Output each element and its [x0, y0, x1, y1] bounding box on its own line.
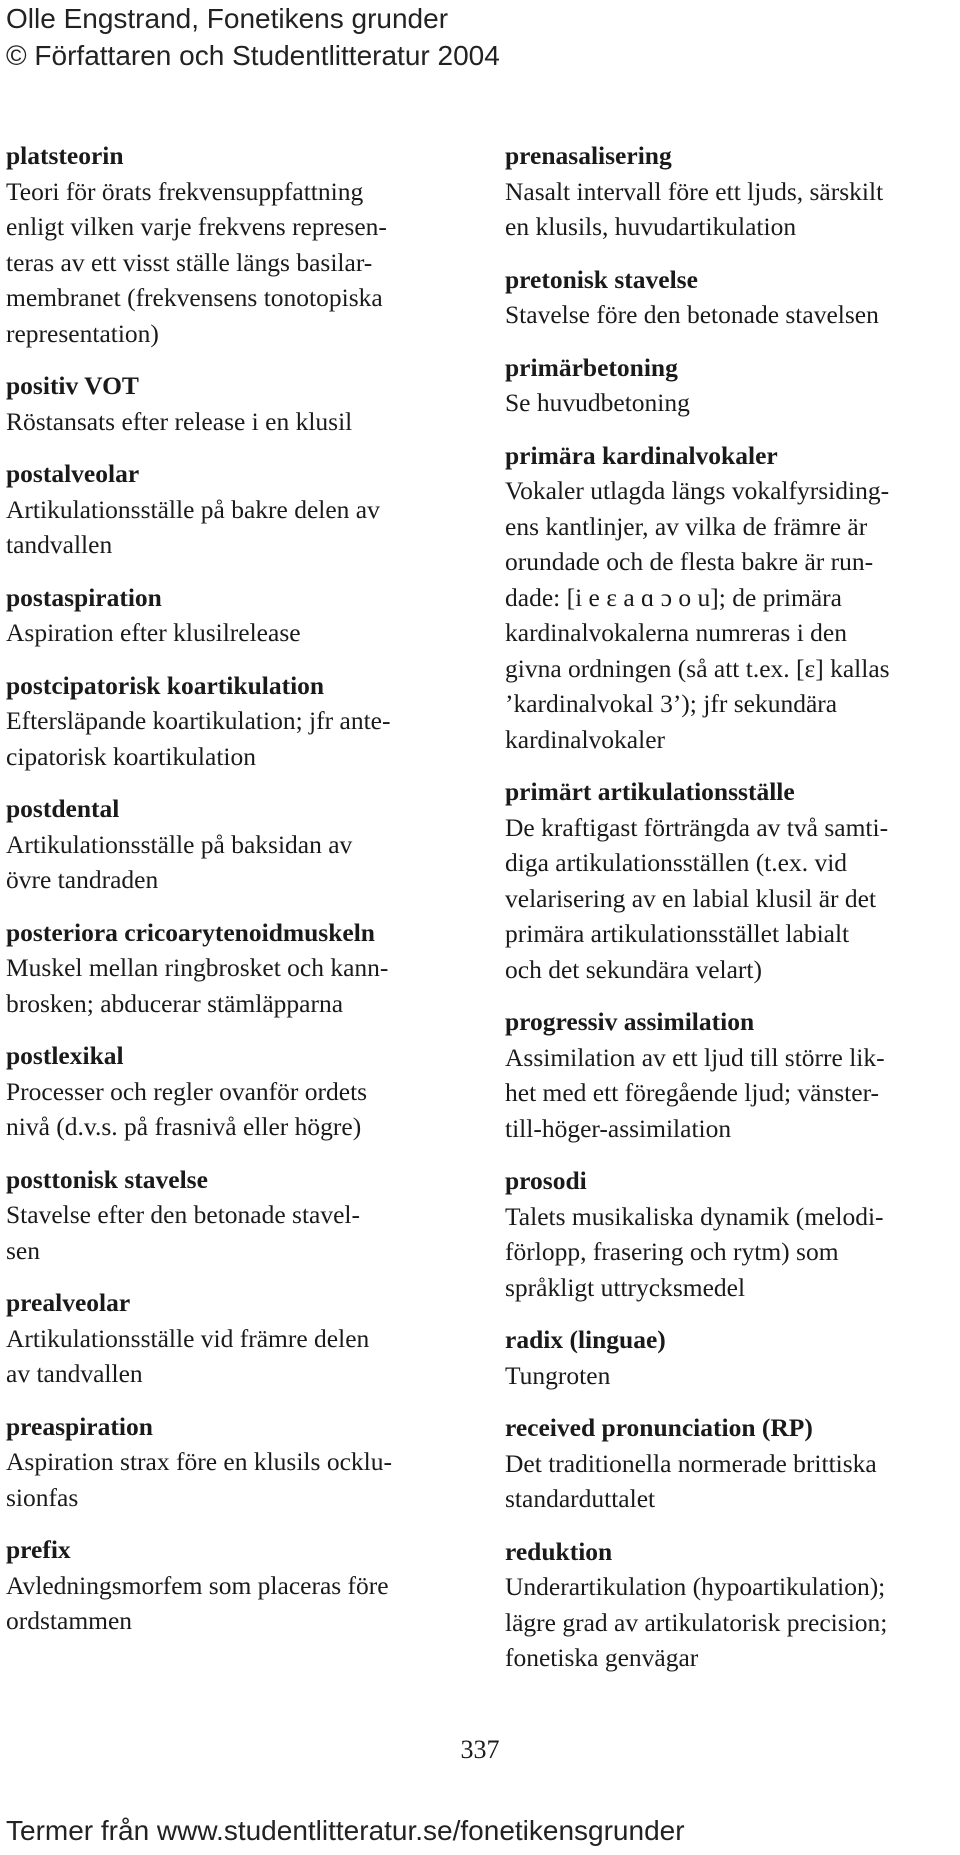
glossary-entry [505, 1410, 955, 1517]
definition-line: enligt vilken varje frekvens represen- [6, 212, 387, 241]
definition-line: Aspiration strax före en klusils ocklu- [6, 1447, 392, 1476]
definition-line: cipatorisk koartikulation [6, 741, 256, 771]
definition-line: övre tandraden [6, 865, 159, 894]
glossary-column-right [505, 138, 955, 1693]
glossary-definition [505, 297, 955, 333]
header-copyright: © Författaren och Studentlitteratur 2004 [6, 40, 500, 71]
definition-line: dade: [i e ɛ a ɑ ɔ o u]; de primära [505, 582, 842, 612]
definition-line: Stavelse före den betonade stavelsen [505, 300, 879, 329]
glossary-term: platsteorin [6, 141, 124, 170]
definition-line: Tungroten [505, 1360, 611, 1390]
glossary-definition [505, 1446, 955, 1517]
definition-line: Processer och regler ovanför ordets [6, 1076, 368, 1106]
glossary-entry [505, 438, 955, 758]
definition-line: Eftersläpande koartikulation; jfr ante- [6, 706, 391, 735]
definition-line: Se huvudbetoning [505, 388, 690, 417]
glossary-definition [6, 174, 472, 352]
glossary-entry [6, 368, 472, 439]
glossary-definition [505, 810, 955, 988]
definition-line: sionfas [6, 1482, 79, 1512]
glossary-definition [505, 174, 955, 245]
definition-line: Det traditionella normerade brittiska [505, 1448, 877, 1478]
definition-line: het med ett föregående ljud; vänster- [505, 1078, 880, 1107]
glossary-entry [6, 791, 472, 898]
glossary-definition [505, 1199, 955, 1306]
definition-line: ordstammen [6, 1606, 133, 1635]
definition-line: kardinalvokalerna numreras i den [505, 618, 847, 647]
definition-line: Assimilation av ett ljud till större lik- [505, 1042, 885, 1072]
definition-line: velarisering av en labial klusil är det [505, 883, 877, 913]
glossary-term: radix (linguae) [505, 1325, 666, 1354]
glossary-entry [505, 1163, 955, 1305]
definition-line: ens kantlinjer, av vilka de främre är [505, 511, 868, 541]
glossary-definition [505, 1569, 955, 1676]
definition-line: standarduttalet [505, 1484, 656, 1513]
glossary-definition [6, 950, 472, 1021]
glossary-definition [505, 1040, 955, 1147]
definition-line: Artikulationsställe på bakre delen av [6, 494, 380, 524]
glossary-term: primära kardinalvokaler [505, 440, 778, 470]
definition-line: ’kardinalvokal 3’); jfr sekundära [505, 689, 838, 718]
definition-line: teras av ett visst ställe längs basilar- [6, 247, 373, 277]
header-author-title: Olle Engstrand, Fonetikens grunder [6, 3, 449, 34]
definition-line: språkligt uttrycksmedel [505, 1272, 746, 1302]
definition-line: diga artikulationsställen (t.ex. vid [505, 848, 848, 877]
definition-line: brosken; abducerar stämläpparna [6, 988, 344, 1018]
glossary-definition [505, 473, 955, 757]
glossary-term: received pronunciation (RP) [505, 1413, 813, 1442]
glossary-entry [6, 1532, 472, 1639]
definition-line: Muskel mellan ringbrosket och kann- [6, 953, 389, 982]
page-number: 337 [460, 1735, 500, 1764]
glossary-entry [6, 456, 472, 563]
glossary-entry [505, 138, 955, 245]
glossary-definition [6, 1197, 472, 1268]
glossary-definition [6, 1568, 472, 1639]
glossary-term: progressiv assimilation [505, 1007, 755, 1036]
glossary-definition [6, 827, 472, 898]
definition-line: Aspiration efter klusilrelease [6, 618, 301, 647]
definition-line: förlopp, frasering och rytm) som [505, 1237, 839, 1266]
definition-line: representation) [6, 318, 159, 348]
definition-line: till-höger-assimilation [505, 1113, 732, 1143]
glossary-entry [6, 915, 472, 1022]
glossary-term: postaspiration [6, 582, 162, 612]
glossary-definition [6, 1444, 472, 1515]
definition-line: orundade och de flesta bakre är run- [505, 547, 874, 576]
definition-line: membranet (frekvensens tonotopiska [6, 283, 383, 312]
glossary-definition [6, 1321, 472, 1392]
definition-line: Teori för örats frekvensuppfattning [6, 176, 364, 206]
definition-line: tandvallen [6, 530, 113, 559]
definition-line: givna ordningen (så att t.ex. [ɛ] kallas [505, 653, 890, 683]
glossary-entry [6, 1038, 472, 1145]
glossary-definition [6, 404, 472, 440]
glossary-term: postlexikal [6, 1041, 124, 1070]
definition-line: Avledningsmorfem som placeras före [6, 1570, 389, 1600]
glossary-entry [6, 1162, 472, 1269]
glossary-term: postdental [6, 794, 120, 823]
definition-line: Stavelse efter den betonade stavel- [6, 1200, 361, 1229]
glossary-definition [505, 1358, 955, 1394]
glossary-column-left [6, 138, 472, 1656]
glossary-term: reduktion [505, 1536, 613, 1566]
glossary-term: prenasalisering [505, 141, 672, 170]
glossary-term: prefix [6, 1535, 71, 1564]
definition-line: nivå (d.v.s. på frasnivå eller högre) [6, 1112, 362, 1141]
definition-line: sen [6, 1235, 40, 1265]
glossary-entry [505, 1322, 955, 1393]
glossary-term: primärbetoning [505, 352, 678, 382]
definition-line: Nasalt intervall före ett ljuds, särskilt [505, 176, 884, 206]
definition-line: Röstansats efter release i en klusil [6, 406, 353, 436]
definition-line: och det sekundära velart) [505, 954, 763, 984]
glossary-entry [6, 1409, 472, 1516]
definition-line: kardinalvokaler [505, 724, 666, 754]
glossary-term: prealveolar [6, 1288, 131, 1317]
glossary-term: primärt artikulationsställe [505, 777, 795, 806]
definition-line: en klusils, huvudartikulation [505, 212, 797, 241]
glossary-entry [6, 668, 472, 775]
page-header [6, 0, 500, 74]
glossary-term: prosodi [505, 1166, 587, 1195]
glossary-entry [6, 138, 472, 351]
glossary-definition [6, 492, 472, 563]
definition-line: fonetiska genvägar [505, 1643, 699, 1672]
glossary-definition [6, 703, 472, 774]
glossary-entry [6, 580, 472, 651]
glossary-entry [6, 1285, 472, 1392]
glossary-entry [505, 1004, 955, 1146]
definition-line: De kraftigast förträngda av två samti- [505, 812, 889, 842]
definition-line: Artikulationsställe vid främre delen [6, 1323, 370, 1353]
definition-line: lägre grad av artikulatorisk precision; [505, 1607, 888, 1637]
glossary-entry [505, 350, 955, 421]
glossary-term: postalveolar [6, 459, 140, 488]
glossary-definition [6, 615, 472, 651]
definition-line: Vokaler utlagda längs vokalfyrsiding- [505, 476, 890, 505]
glossary-term: posteriora cricoarytenoidmuskeln [6, 917, 375, 947]
definition-line: Talets musikaliska dynamik (melodi- [505, 1201, 884, 1231]
glossary-term: positiv VOT [6, 371, 139, 400]
page-footer-url: Termer från www.studentlitteratur.se/fonetikensgrunder [6, 1815, 685, 1846]
glossary-entry [505, 774, 955, 987]
glossary-entry [505, 1534, 955, 1676]
definition-line: Underartikulation (hypoartikulation); [505, 1572, 886, 1601]
glossary-term: preaspiration [6, 1411, 153, 1441]
glossary-definition [505, 385, 955, 421]
definition-line: Artikulationsställe på baksidan av [6, 829, 353, 859]
glossary-term: posttonisk stavelse [6, 1164, 208, 1194]
glossary-term: postcipatorisk koartikulation [6, 670, 325, 700]
definition-line: primära artikulationsstället labialt [505, 919, 850, 948]
glossary-term: pretonisk stavelse [505, 264, 698, 294]
definition-line: av tandvallen [6, 1359, 143, 1388]
glossary-definition [6, 1074, 472, 1145]
glossary-entry [505, 262, 955, 333]
